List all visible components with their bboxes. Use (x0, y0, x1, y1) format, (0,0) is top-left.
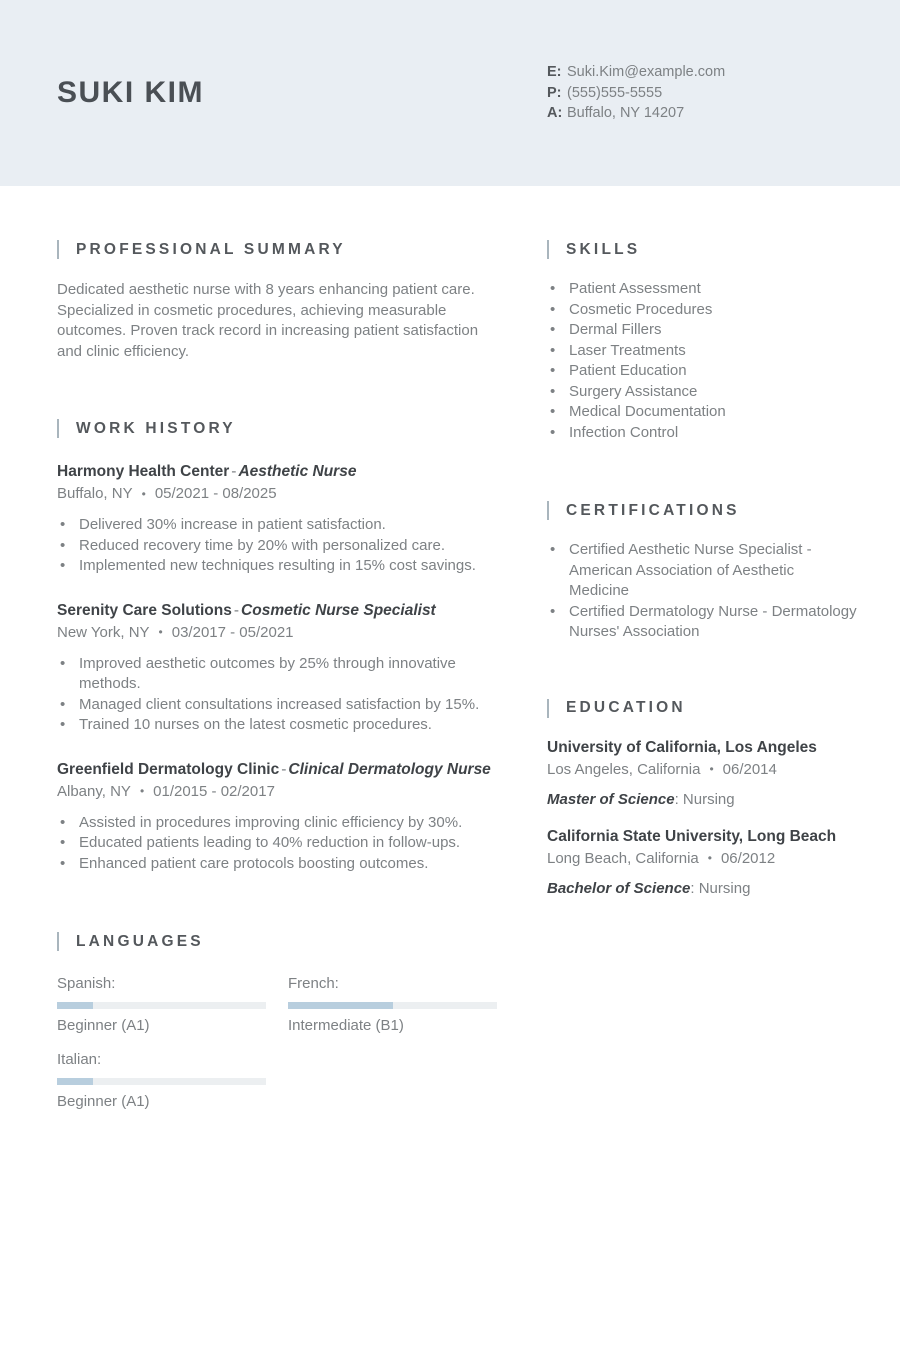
skill-item: • Dermal Fillers (547, 320, 857, 341)
job-entry (57, 760, 497, 875)
job-company: Greenfield Dermatology Clinic (57, 760, 280, 778)
section-skills (547, 240, 857, 443)
job-bullet-list (57, 813, 497, 875)
certifications-heading (547, 501, 857, 520)
language-level: Beginner (A1) (57, 1093, 150, 1110)
summary-paragraph: Dedicated aesthetic nurse with 8 years enhancing patient care. Specialized in cosmetic procedures, achieving measurable outcomes. Proven track record in increasing patient satisfaction and clinic efficiency. (57, 281, 479, 360)
degree-field: : Nursing (674, 790, 735, 808)
job-bullet: • Implemented new techniques resulting in 15% cost savings. (57, 556, 497, 577)
language-item (57, 1051, 266, 1110)
job-title-line (57, 462, 497, 482)
work-history-title-text: WORK HISTORY (76, 419, 236, 437)
section-pipe-accent (547, 240, 549, 259)
languages-title-text: LANGUAGES (76, 932, 204, 950)
job-title-line (57, 601, 497, 621)
job-bullet: • Educated patients leading to 40% reduction in follow-ups. (57, 833, 497, 854)
meta-dot: • (158, 625, 163, 639)
degree-field: : Nursing (690, 879, 751, 897)
candidate-name: SUKI KIM (57, 76, 204, 109)
job-location: Albany, NY (57, 782, 131, 800)
graduation-date: 06/2014 (722, 760, 777, 778)
meta-dot: • (707, 851, 712, 865)
school-name: University of California, Los Angeles (547, 738, 817, 756)
certifications-title-text: CERTIFICATIONS (566, 501, 740, 519)
work-history-heading (57, 419, 497, 438)
job-bullet: • Trained 10 nurses on the latest cosmetic procedures. (57, 715, 497, 736)
contact-phone-row (547, 83, 857, 104)
job-dates: 05/2021 - 08/2025 (154, 485, 277, 502)
job-separator: - (233, 601, 240, 619)
languages-grid (57, 975, 497, 1110)
section-professional-summary (57, 240, 497, 362)
section-pipe-accent (57, 419, 59, 438)
job-location: New York, NY (57, 623, 150, 641)
job-dates: 01/2015 - 02/2017 (153, 782, 275, 800)
meta-dot: • (139, 784, 145, 798)
resume-body (0, 186, 900, 1110)
job-location: Buffalo, NY (57, 485, 133, 502)
language-name: French: (288, 975, 339, 992)
skills-list (547, 279, 857, 443)
job-meta-line (57, 783, 497, 800)
job-bullet-list (57, 654, 497, 736)
job-bullet: • Reduced recovery time by 20% with personalized care. (57, 536, 497, 557)
email-value: Suki.Kim@example.com (567, 64, 726, 81)
language-name: Spanish: (57, 975, 116, 992)
skill-item: • Patient Education (547, 361, 857, 382)
school-location: Long Beach, California (547, 849, 699, 867)
degree-name: Bachelor of Science (547, 879, 691, 897)
language-progress-track (57, 1002, 266, 1009)
education-entry (547, 827, 857, 897)
section-pipe-accent (57, 240, 59, 259)
degree-line (547, 880, 857, 897)
language-progress-fill (57, 1078, 93, 1085)
skill-item: • Infection Control (547, 423, 857, 444)
left-column (57, 186, 497, 1110)
language-progress-track (288, 1002, 497, 1009)
language-item (288, 975, 497, 1034)
language-level: Beginner (A1) (57, 1017, 150, 1034)
meta-dot: • (141, 486, 146, 501)
section-pipe-accent (547, 501, 549, 520)
certification-item: • Certified Aesthetic Nurse Specialist - American Association of Aesthetic Medicine (547, 540, 857, 602)
section-languages (57, 932, 497, 1110)
summary-heading (57, 240, 497, 259)
education-entry (547, 738, 857, 808)
job-role: Cosmetic Nurse Specialist (241, 601, 436, 619)
job-dates: 03/2017 - 05/2021 (171, 623, 294, 641)
job-separator: - (231, 463, 237, 480)
section-work-history (57, 419, 497, 874)
job-company: Serenity Care Solutions (57, 601, 232, 619)
graduation-date: 06/2012 (720, 849, 776, 867)
address-value: Buffalo, NY 14207 (567, 105, 685, 122)
school-location: Los Angeles, California (547, 760, 701, 778)
degree-name: Master of Science (547, 790, 675, 808)
contact-email-row (547, 62, 857, 83)
email-label: E: (547, 64, 562, 81)
language-progress-fill (288, 1002, 393, 1009)
skills-title-text: SKILLS (566, 240, 641, 258)
job-entry (57, 601, 497, 736)
degree-line (547, 791, 857, 808)
language-level: Intermediate (B1) (288, 1017, 404, 1034)
job-separator: - (281, 760, 287, 778)
header-banner (0, 0, 900, 186)
language-name: Italian: (57, 1051, 102, 1068)
section-certifications (547, 501, 857, 643)
school-name: California State University, Long Beach (547, 827, 837, 845)
job-bullet-list (57, 515, 497, 577)
job-meta-line (57, 624, 497, 641)
phone-label: P: (547, 84, 562, 101)
address-label: A: (547, 105, 563, 122)
education-heading (547, 699, 857, 718)
skills-heading (547, 240, 857, 259)
skill-item: • Medical Documentation (547, 402, 857, 423)
section-pipe-accent (57, 932, 59, 951)
certifications-list (547, 540, 857, 643)
job-bullet: • Improved aesthetic outcomes by 25% through innovative methods. (57, 654, 497, 695)
school-meta-line (547, 761, 857, 778)
job-bullet: • Enhanced patient care protocols boosting outcomes. (57, 854, 497, 875)
job-bullet: • Assisted in procedures improving clinic efficiency by 30%. (57, 813, 497, 834)
job-bullet: • Managed client consultations increased satisfaction by 15%. (57, 695, 497, 716)
contact-address-row (547, 103, 857, 124)
job-bullet: • Delivered 30% increase in patient satisfaction. (57, 515, 497, 536)
certification-item: • Certified Dermatology Nurse - Dermatology Nurses' Association (547, 602, 857, 643)
section-education (547, 699, 857, 897)
right-column (547, 186, 857, 897)
meta-dot: • (709, 762, 714, 776)
languages-heading (57, 932, 497, 951)
job-meta-line (57, 485, 497, 502)
job-entry (57, 462, 497, 577)
job-role: Clinical Dermatology Nurse (288, 760, 491, 778)
job-title-line (57, 760, 497, 780)
skill-item: • Patient Assessment (547, 279, 857, 300)
language-item (57, 975, 266, 1034)
phone-value: (555)555-5555 (567, 84, 663, 101)
school-meta-line (547, 850, 857, 867)
skill-item: • Cosmetic Procedures (547, 300, 857, 321)
job-company: Harmony Health Center (57, 463, 230, 480)
education-title-text: EDUCATION (566, 699, 686, 716)
contact-block (547, 62, 857, 124)
summary-title-text: PROFESSIONAL SUMMARY (76, 240, 346, 258)
skill-item: • Laser Treatments (547, 341, 857, 362)
section-pipe-accent (547, 699, 549, 718)
language-progress-fill (57, 1002, 93, 1009)
job-role: Aesthetic Nurse (238, 463, 357, 480)
language-progress-track (57, 1078, 266, 1085)
skill-item: • Surgery Assistance (547, 382, 857, 403)
